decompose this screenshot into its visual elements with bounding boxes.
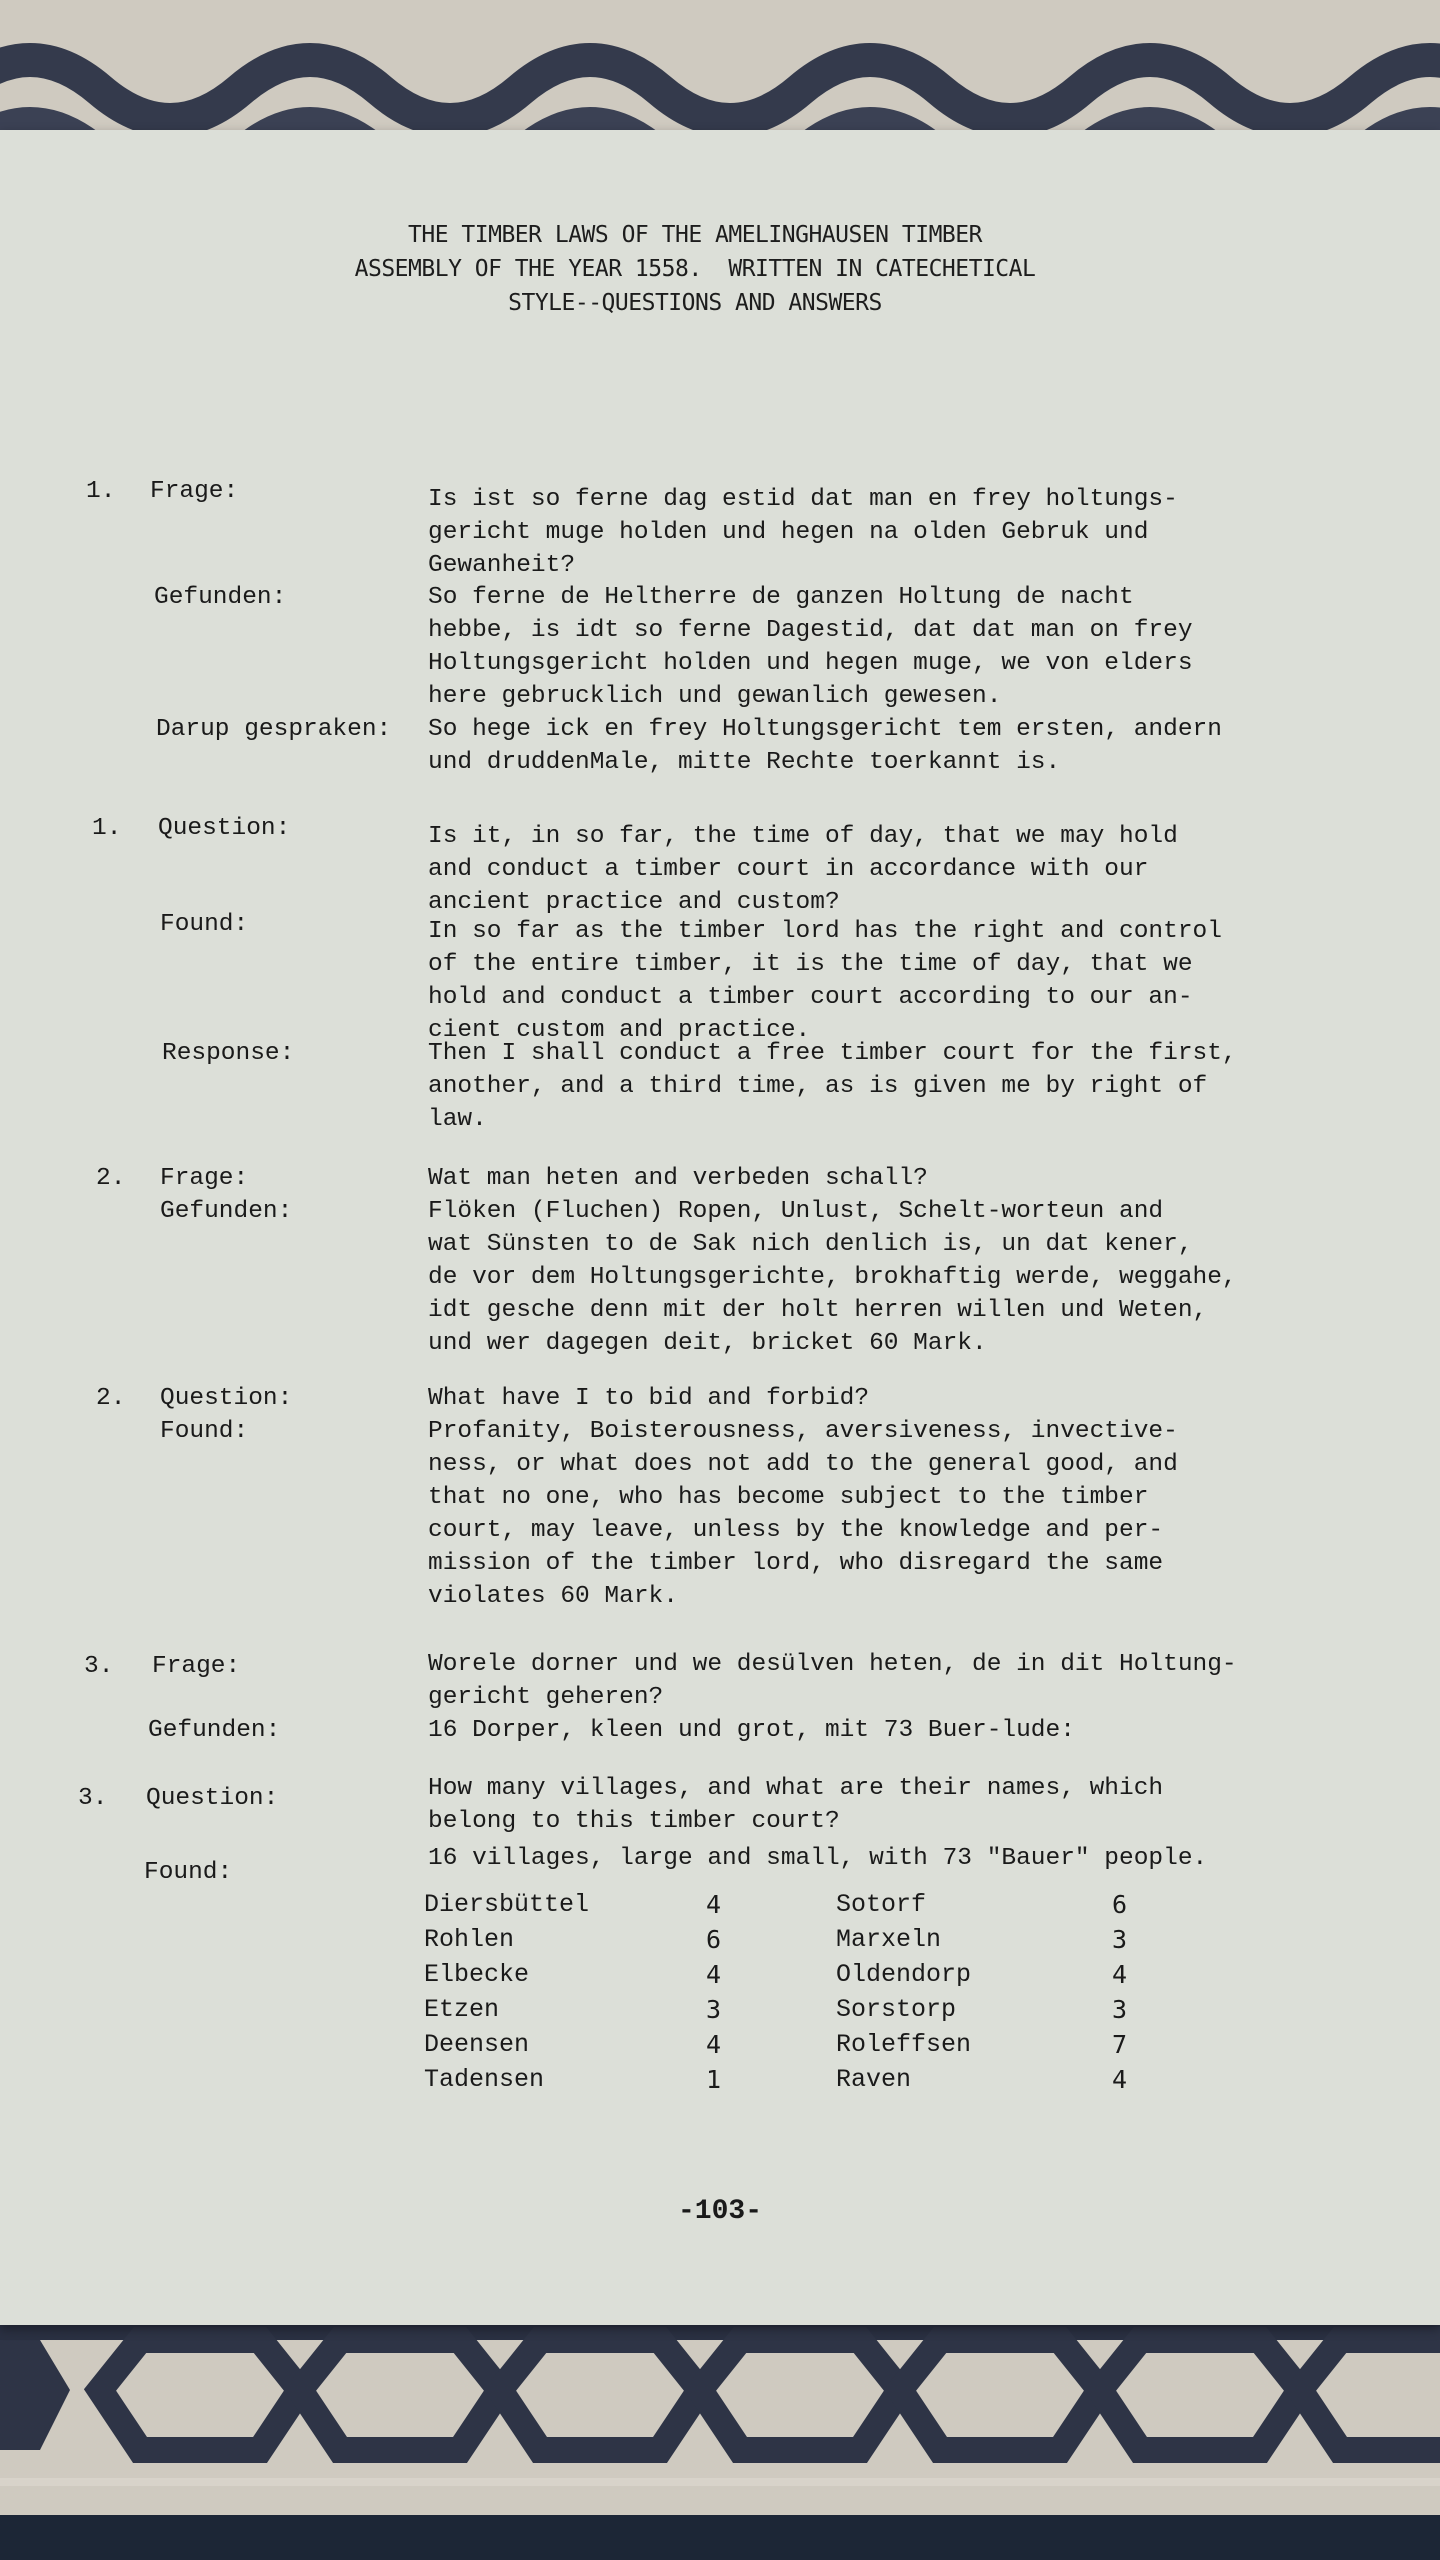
text-line: 16 villages, large and small, with 73 "Bauer" people. [428, 1845, 1208, 1872]
village-row [424, 2062, 744, 2097]
item-number: 2. [96, 1385, 126, 1412]
entry-label: Found: [160, 911, 249, 938]
text-line: How many villages, and what are their names, which [428, 1775, 1164, 1802]
text-line: Wat man heten and verbeden schall? [428, 1165, 928, 1192]
entry-text [428, 1037, 1328, 1136]
text-line: court, may leave, unless by the knowledge and per- [428, 1517, 1164, 1544]
entry-label: Gefunden: [160, 1198, 293, 1225]
title-line: THE TIMBER LAWS OF THE AMELINGHAUSEN TIMBER [408, 222, 982, 248]
text-line: another, and a third time, as is given me by right of [428, 1073, 1208, 1100]
village-name: Sorstorp [836, 1995, 957, 2024]
village-name: Etzen [424, 1995, 500, 2024]
text-line: und wer dagegen deit, bricket 60 Mark. [428, 1330, 987, 1357]
village-name: Rohlen [424, 1925, 515, 1954]
village-name: Tadensen [424, 2065, 545, 2094]
text-line: So hege ick en frey Holtungsgericht tem ersten, andern [428, 716, 1222, 743]
entry-label: Response: [162, 1040, 295, 1067]
text-line: gericht muge holden und hegen na olden Gebruk und [428, 519, 1149, 546]
village-name: Diersbüttel [424, 1890, 590, 1919]
entry-label: Frage: [152, 1653, 241, 1680]
fabric-edge [0, 2515, 1440, 2560]
text-line: So ferne de Heltherre de ganzen Holtung de nacht [428, 584, 1134, 611]
entry-text [428, 1714, 1328, 1747]
text-line: and conduct a timber court in accordance with our [428, 856, 1149, 883]
text-line: What have I to bid and forbid? [428, 1385, 870, 1412]
village-count: 4 [706, 2030, 722, 2059]
text-line: Then I shall conduct a free timber court for the first, [428, 1040, 1237, 1067]
text-line: wat Sünsten to de Sak nich denlich is, un dat kener, [428, 1231, 1193, 1258]
entry-label: Darup gespraken: [156, 716, 392, 743]
text-line: Worele dorner und we desülven heten, de in dit Holtung- [428, 1651, 1237, 1678]
village-count: 3 [1112, 1995, 1128, 2024]
entry-text [428, 581, 1328, 713]
text-line: that no one, who has become subject to the timber [428, 1484, 1149, 1511]
entry-label: Frage: [150, 478, 239, 505]
text-line: Flöken (Fluchen) Ropen, Unlust, Schelt-worteun and [428, 1198, 1164, 1225]
village-count: 3 [706, 1995, 722, 2024]
text-line: law. [428, 1106, 487, 1133]
item-number: 3. [84, 1653, 114, 1680]
text-line: idt gesche denn mit der holt herren willen und Weten, [428, 1297, 1208, 1324]
entry-text [428, 1648, 1328, 1714]
entry-text [428, 1162, 1328, 1195]
village-count: 4 [1112, 1960, 1128, 1989]
village-name: Sotorf [836, 1890, 927, 1919]
title-line: ASSEMBLY OF THE YEAR 1558. WRITTEN IN CATECHETICAL [354, 256, 1036, 282]
entry-label: Gefunden: [154, 584, 287, 611]
item-number: 1. [92, 815, 122, 842]
text-line: mission of the timber lord, who disregard the same [428, 1550, 1164, 1577]
text-line: Is it, in so far, the time of day, that we may hold [428, 823, 1178, 850]
fabric-band-bottom [0, 2300, 1440, 2560]
entry-label: Found: [160, 1418, 249, 1445]
document-title [0, 218, 1390, 320]
entry-label: Found: [144, 1859, 233, 1886]
entry-text [428, 713, 1328, 779]
village-count: 4 [1112, 2065, 1128, 2094]
entry-text [428, 1382, 1328, 1415]
village-column-right [836, 1887, 1156, 2097]
village-name: Roleffsen [836, 2030, 972, 2059]
text-line: In so far as the timber lord has the right and control [428, 918, 1222, 945]
village-count: 4 [706, 1960, 722, 1989]
village-row [836, 1992, 1156, 2027]
text-line: Gewanheit? [428, 552, 576, 579]
entry-text [428, 820, 1328, 919]
text-line: violates 60 Mark. [428, 1583, 678, 1610]
hexagon-weave-pattern [0, 2300, 1440, 2520]
entry-text [428, 1842, 1328, 1875]
text-line: de vor dem Holtungsgerichte, brokhaftig werde, weggahe, [428, 1264, 1237, 1291]
text-line: Profanity, Boisterousness, aversiveness, invective- [428, 1418, 1178, 1445]
text-line: cient custom and practice. [428, 1017, 811, 1044]
village-name: Deensen [424, 2030, 530, 2059]
village-count: 1 [706, 2065, 722, 2094]
village-name: Marxeln [836, 1925, 942, 1954]
item-number: 2. [96, 1165, 126, 1192]
village-count: 4 [706, 1890, 722, 1919]
title-line: STYLE--QUESTIONS AND ANSWERS [508, 290, 882, 316]
village-row [836, 1922, 1156, 1957]
village-row [836, 2062, 1156, 2097]
entry-label: Question: [158, 815, 291, 842]
item-number: 3. [78, 1785, 108, 1812]
text-line: Is ist so ferne dag estid dat man en frey holtungs- [428, 486, 1178, 513]
entry-text [428, 483, 1328, 582]
entry-label: Question: [160, 1385, 293, 1412]
text-line: Holtungsgericht holden und hegen muge, we von elders [428, 650, 1193, 677]
village-row [424, 2027, 744, 2062]
village-name: Elbecke [424, 1960, 530, 1989]
village-row [424, 1992, 744, 2027]
text-line: hold and conduct a timber court according to our an- [428, 984, 1193, 1011]
village-name: Oldendorp [836, 1960, 972, 1989]
village-row [836, 1887, 1156, 1922]
village-row [424, 1887, 744, 1922]
text-line: of the entire timber, it is the time of day, that we [428, 951, 1193, 978]
text-line: ancient practice and custom? [428, 889, 840, 916]
entry-text [428, 915, 1328, 1047]
text-line: hebbe, is idt so ferne Dagestid, dat dat man on frey [428, 617, 1193, 644]
text-line: und druddenMale, mitte Rechte toerkannt is. [428, 749, 1061, 776]
item-number: 1. [86, 478, 116, 505]
village-row [836, 2027, 1156, 2062]
entry-text [428, 1195, 1328, 1360]
entry-text [428, 1415, 1328, 1613]
village-row [424, 1922, 744, 1957]
text-line: here gebrucklich und gewanlich gewesen. [428, 683, 1002, 710]
entry-label: Question: [146, 1785, 279, 1812]
village-row [836, 1957, 1156, 1992]
text-line: 16 Dorper, kleen und grot, mit 73 Buer-lude: [428, 1717, 1075, 1744]
village-count: 7 [1112, 2030, 1128, 2059]
text-line: belong to this timber court? [428, 1808, 840, 1835]
village-column-left [424, 1887, 744, 2097]
page-number: -103- [677, 2196, 762, 2227]
village-row [424, 1957, 744, 1992]
text-line: gericht geheren? [428, 1684, 664, 1711]
village-name: Raven [836, 2065, 912, 2094]
village-count: 6 [706, 1925, 722, 1954]
village-count: 6 [1112, 1890, 1128, 1919]
entry-label: Frage: [160, 1165, 249, 1192]
text-line: ness, or what does not add to the general good, and [428, 1451, 1178, 1478]
entry-text [428, 1772, 1328, 1838]
village-count: 3 [1112, 1925, 1128, 1954]
entry-label: Gefunden: [148, 1717, 281, 1744]
